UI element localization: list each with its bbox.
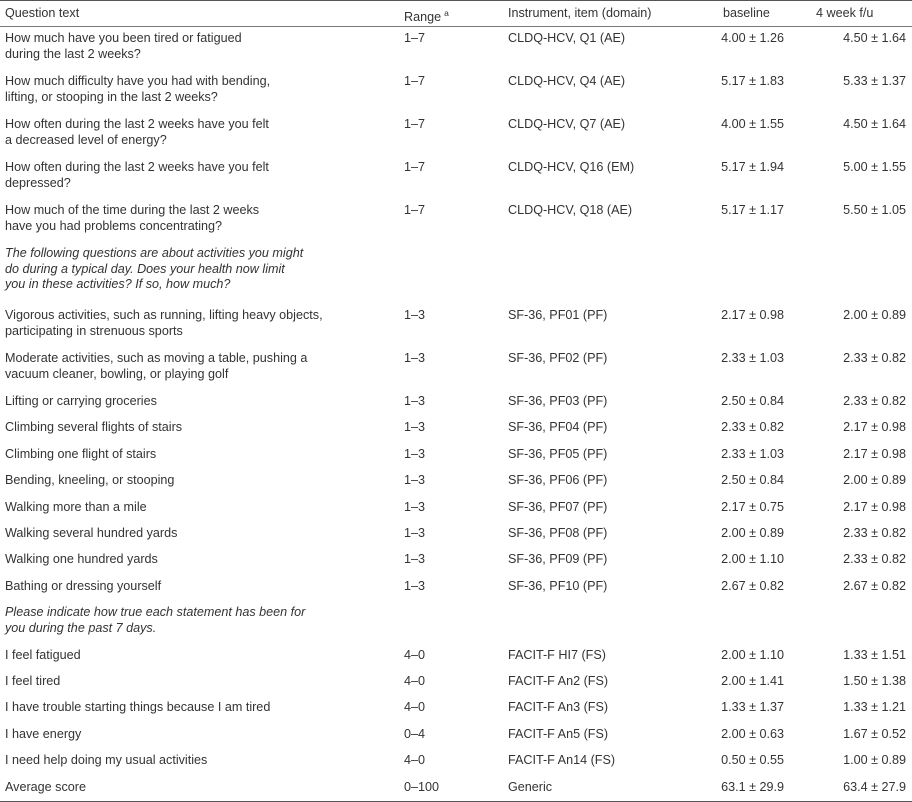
- question-cell: The following questions are about activities you might do during a typical day. Does your health now limit you in these activities? If so, how much?: [5, 246, 304, 291]
- baseline-cell: 2.33 ± 1.03: [721, 351, 784, 365]
- baseline-cell: 4.00 ± 1.26: [721, 31, 784, 45]
- instrument-cell: SF-36, PF04 (PF): [508, 420, 608, 434]
- baseline-cell: 2.17 ± 0.75: [721, 500, 784, 514]
- baseline-cell: 2.50 ± 0.84: [721, 473, 784, 487]
- range-cell: 1–3: [404, 351, 426, 365]
- table-row: [0, 496, 912, 522]
- instrument-cell: CLDQ-HCV, Q16 (EM): [508, 160, 635, 174]
- baseline-cell: 2.00 ± 1.10: [721, 552, 784, 566]
- table-body: [0, 27, 912, 802]
- range-cell: 1–3: [404, 552, 426, 566]
- followup-cell: 63.4 ± 27.9: [843, 780, 906, 794]
- range-cell: 1–3: [404, 308, 426, 322]
- table-row: [0, 575, 912, 601]
- table-row: [0, 548, 912, 575]
- question-cell: Climbing one flight of stairs: [5, 447, 157, 461]
- followup-cell: 5.00 ± 1.55: [843, 160, 906, 174]
- header-baseline: baseline: [723, 6, 770, 20]
- table-row: [0, 70, 912, 113]
- question-cell: Walking more than a mile: [5, 500, 147, 514]
- question-cell: Bathing or dressing yourself: [5, 579, 162, 593]
- instrument-cell: SF-36, PF06 (PF): [508, 473, 608, 487]
- baseline-cell: 2.00 ± 1.10: [721, 648, 784, 662]
- table-row: [0, 416, 912, 443]
- table-row: [0, 469, 912, 496]
- baseline-cell: 63.1 ± 29.9: [721, 780, 784, 794]
- range-cell: 1–7: [404, 31, 426, 45]
- baseline-cell: 2.67 ± 0.82: [721, 579, 784, 593]
- question-cell: Please indicate how true each statement has been for you during the past 7 days.: [5, 605, 306, 635]
- range-cell: 4–0: [404, 674, 426, 688]
- instrument-cell: Generic: [508, 780, 553, 794]
- question-cell: Lifting or carrying groceries: [5, 394, 157, 408]
- instrument-cell: SF-36, PF10 (PF): [508, 579, 608, 593]
- instrument-cell: SF-36, PF01 (PF): [508, 308, 608, 322]
- question-cell: Walking several hundred yards: [5, 526, 178, 540]
- question-cell: I have energy: [5, 727, 82, 741]
- table-row: [0, 776, 912, 802]
- baseline-cell: 2.33 ± 0.82: [721, 420, 784, 434]
- instrument-cell: SF-36, PF03 (PF): [508, 394, 608, 408]
- baseline-cell: 2.00 ± 1.41: [721, 674, 784, 688]
- range-cell: 4–0: [404, 700, 426, 714]
- followup-cell: 2.33 ± 0.82: [843, 526, 906, 540]
- followup-cell: 4.50 ± 1.64: [843, 31, 906, 45]
- followup-cell: 2.67 ± 0.82: [843, 579, 906, 593]
- range-cell: 0–100: [404, 780, 440, 794]
- table-row: [0, 696, 912, 723]
- instrument-cell: SF-36, PF09 (PF): [508, 552, 608, 566]
- followup-cell: 2.00 ± 0.89: [843, 308, 906, 322]
- followup-cell: 2.33 ± 0.82: [843, 351, 906, 365]
- instrument-cell: SF-36, PF05 (PF): [508, 447, 608, 461]
- question-cell: Bending, kneeling, or stooping: [5, 473, 175, 487]
- range-cell: 1–7: [404, 160, 426, 174]
- table-row: [0, 522, 912, 548]
- followup-cell: 5.33 ± 1.37: [843, 74, 906, 88]
- table-row: [0, 347, 912, 390]
- table-row: [0, 27, 912, 70]
- range-cell: 4–0: [404, 753, 426, 767]
- instrument-cell: SF-36, PF07 (PF): [508, 500, 608, 514]
- instrument-cell: FACIT-F HI7 (FS): [508, 648, 606, 662]
- range-footnote-marker: a: [444, 8, 449, 18]
- table-row: [0, 443, 912, 469]
- baseline-cell: 4.00 ± 1.55: [721, 117, 784, 131]
- range-cell: 1–3: [404, 420, 426, 434]
- followup-cell: 2.17 ± 0.98: [843, 447, 906, 461]
- table-row: [0, 199, 912, 242]
- table-row: [0, 670, 912, 696]
- table-row: [0, 113, 912, 156]
- question-cell: Moderate activities, such as moving a table, pushing a vacuum cleaner, bowling, or playing golf: [5, 351, 308, 381]
- instrument-cell: SF-36, PF08 (PF): [508, 526, 608, 540]
- table-section-heading: [0, 601, 912, 644]
- followup-cell: 1.33 ± 1.51: [843, 648, 906, 662]
- question-cell: I feel fatigued: [5, 648, 81, 662]
- range-cell: 1–3: [404, 579, 426, 593]
- followup-cell: 2.33 ± 0.82: [843, 552, 906, 566]
- range-cell: 1–3: [404, 394, 426, 408]
- table-header: [0, 0, 912, 27]
- instrument-cell: CLDQ-HCV, Q18 (AE): [508, 203, 633, 217]
- baseline-cell: 2.33 ± 1.03: [721, 447, 784, 461]
- table-row: [0, 644, 912, 670]
- table-row: [0, 723, 912, 749]
- instrument-cell: FACIT-F An5 (FS): [508, 727, 609, 741]
- instrument-cell: CLDQ-HCV, Q1 (AE): [508, 31, 626, 45]
- baseline-cell: 5.17 ± 1.17: [721, 203, 784, 217]
- instrument-cell: CLDQ-HCV, Q4 (AE): [508, 74, 626, 88]
- baseline-cell: 5.17 ± 1.83: [721, 74, 784, 88]
- followup-cell: 2.17 ± 0.98: [843, 420, 906, 434]
- range-cell: 1–3: [404, 526, 426, 540]
- followup-cell: 1.50 ± 1.38: [843, 674, 906, 688]
- range-cell: 4–0: [404, 648, 426, 662]
- instrument-cell: FACIT-F An14 (FS): [508, 753, 616, 767]
- header-range: Range $^a$: [404, 8, 449, 24]
- question-cell: How often during the last 2 weeks have you felt depressed?: [5, 160, 269, 190]
- followup-cell: 2.17 ± 0.98: [843, 500, 906, 514]
- followup-cell: 1.33 ± 1.21: [843, 700, 906, 714]
- baseline-cell: 2.50 ± 0.84: [721, 394, 784, 408]
- question-cell: Climbing several flights of stairs: [5, 420, 183, 434]
- instrument-cell: CLDQ-HCV, Q7 (AE): [508, 117, 626, 131]
- followup-cell: 2.00 ± 0.89: [843, 473, 906, 487]
- question-cell: How much difficulty have you had with bending, lifting, or stooping in the last 2 weeks?: [5, 74, 271, 104]
- baseline-cell: 2.00 ± 0.89: [721, 526, 784, 540]
- question-cell: I need help doing my usual activities: [5, 753, 208, 767]
- question-cell: Walking one hundred yards: [5, 552, 158, 566]
- range-cell: 1–7: [404, 203, 426, 217]
- followup-cell: 5.50 ± 1.05: [843, 203, 906, 217]
- followup-cell: 1.00 ± 0.89: [843, 753, 906, 767]
- table-row: [0, 749, 912, 776]
- header-followup: 4 week f/u: [816, 6, 874, 20]
- instrument-cell: FACIT-F An3 (FS): [508, 700, 609, 714]
- range-cell: 0–4: [404, 727, 426, 741]
- baseline-cell: 2.00 ± 0.63: [721, 727, 784, 741]
- range-cell: 1–7: [404, 74, 426, 88]
- range-cell: 1–3: [404, 447, 426, 461]
- table-row: [0, 390, 912, 416]
- header-question: Question text: [5, 6, 80, 20]
- range-cell: 1–7: [404, 117, 426, 131]
- header-instrument: Instrument, item (domain): [508, 6, 652, 20]
- question-cell: How much of the time during the last 2 weeks have you had problems concentrating?: [5, 203, 260, 233]
- question-cell: I have trouble starting things because I am tired: [5, 700, 271, 714]
- followup-cell: 2.33 ± 0.82: [843, 394, 906, 408]
- table-row: [0, 304, 912, 347]
- followup-cell: 1.67 ± 0.52: [843, 727, 906, 741]
- instrument-cell: SF-36, PF02 (PF): [508, 351, 608, 365]
- table-row: [0, 156, 912, 199]
- range-cell: 1–3: [404, 473, 426, 487]
- baseline-cell: 1.33 ± 1.37: [721, 700, 784, 714]
- question-cell: I feel tired: [5, 674, 61, 688]
- instrument-cell: FACIT-F An2 (FS): [508, 674, 609, 688]
- baseline-cell: 5.17 ± 1.94: [721, 160, 784, 174]
- question-cell: How often during the last 2 weeks have you felt a decreased level of energy?: [5, 117, 269, 147]
- baseline-cell: 2.17 ± 0.98: [721, 308, 784, 322]
- question-cell: How much have you been tired or fatigued during the last 2 weeks?: [5, 31, 242, 61]
- table-section-heading: [0, 242, 912, 304]
- question-cell: Average score: [5, 780, 86, 794]
- question-cell: Vigorous activities, such as running, lifting heavy objects, participating in strenuous sports: [5, 308, 323, 338]
- followup-cell: 4.50 ± 1.64: [843, 117, 906, 131]
- range-cell: 1–3: [404, 500, 426, 514]
- baseline-cell: 0.50 ± 0.55: [721, 753, 784, 767]
